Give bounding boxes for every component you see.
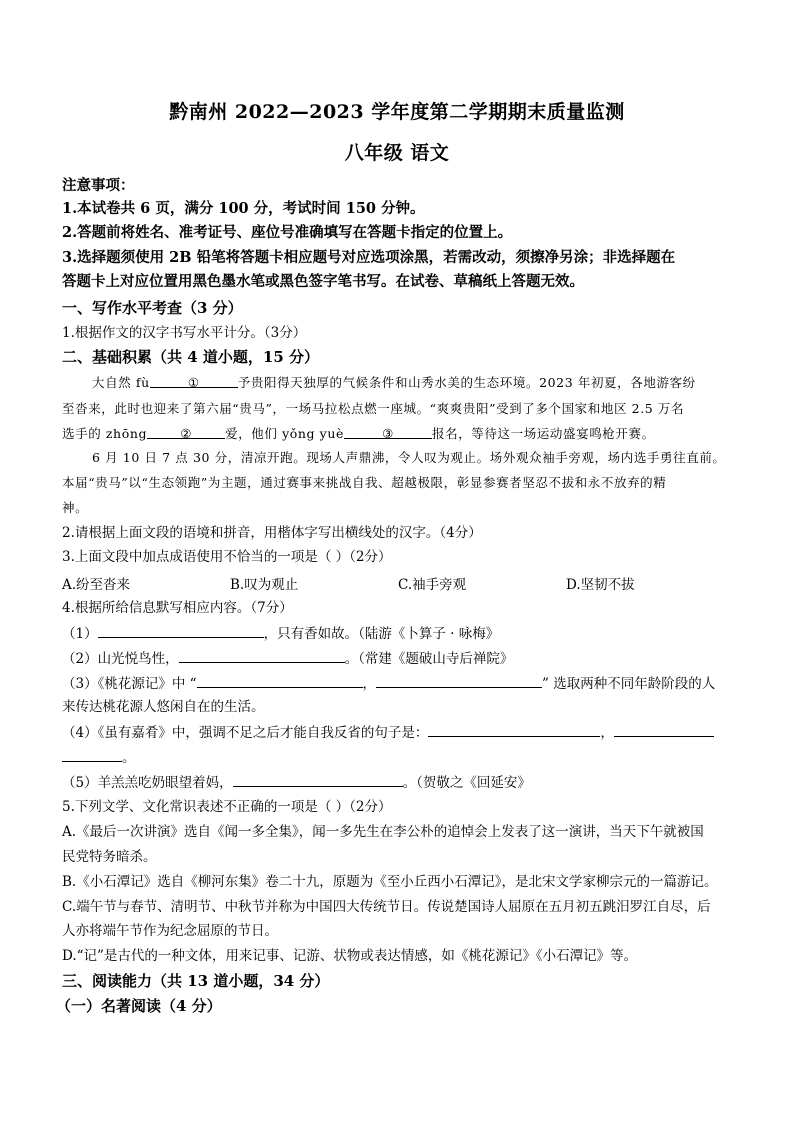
q4-4-blank-2 [614, 722, 714, 737]
q5-option-b: B.《小石潭记》选自《柳河东集》卷二十九，原题为《至小丘西小石潭记》，是北宋文学家柳宗元的一篇游记。 [62, 874, 718, 890]
q4-3-blank-1 [197, 673, 363, 688]
q4-4-blank-1 [428, 722, 600, 737]
q5-option-a-cont: 民党特务暗杀。 [62, 849, 157, 865]
passage-text: 予贵阳得天独厚的气候条件和山秀水美的生态环境。2023 年初夏，各地游客纷 [237, 375, 696, 390]
exam-subtitle: 八年级 语文 [344, 142, 450, 164]
q3-option-d: D.坚韧不拔 [566, 577, 635, 593]
q4-item-3 [62, 673, 715, 694]
notice-item-3-cont: 答题卡上对应位置用黑色墨水笔或黑色签字笔书写。在试卷、草稿纸上答题无效。 [62, 273, 584, 290]
q4-item-4-cont [62, 747, 136, 768]
q4-5-text: （5）羊羔羔吃奶眼望着妈， [62, 775, 233, 791]
passage-line-1 [92, 373, 696, 393]
q4-4-period: 。 [122, 750, 136, 766]
q3-option-c: C.袖手旁观 [398, 577, 467, 593]
question-3: 3.上面文段中加点成语使用不恰当的一项是（ ）（2分） [62, 549, 392, 565]
q4-3-comma: ， [362, 676, 377, 692]
q5-option-d: D.“记”是古代的一种文体，用来记事、记游、状物或表达情感，如《桃花源记》《小石潭记》等。 [62, 948, 638, 964]
section-1-heading: 一、写作水平考查（3 分） [62, 299, 243, 317]
q4-3-blank-2 [376, 673, 542, 688]
notice-item-1: 1.本试卷共 6 页，满分 100 分，考试时间 150 分钟。 [62, 200, 425, 217]
q4-4-blank-2-cont [62, 747, 122, 762]
passage-text: 选手的 zhōng [62, 426, 148, 441]
passage-line-3 [62, 424, 655, 444]
passage-p2-line-3: 神。 [62, 500, 89, 515]
q4-4-text: （4）《虽有嘉肴》中，强调不足之后才能自我反省的句子是： [62, 725, 429, 741]
q4-item-3-cont: 来传达桃花源人悠闲自在的生活。 [62, 699, 265, 715]
passage-text: 大自然 fù [92, 375, 150, 390]
exam-title: 黔南州 2022—2023 学年度第二学期期末质量监测 [169, 101, 625, 123]
q4-1-label: （1） [62, 626, 98, 642]
section-2-heading: 二、基础积累（共 4 道小题，15 分） [62, 348, 319, 366]
q5-option-c: C.端午节与春节、清明节、中秋节并称为中国四大传统节日。传说楚国诗人屈原在五月初五跳汨罗江自尽，后 [62, 899, 711, 915]
section-3-heading: 三、阅读能力（共 13 道小题，34 分） [62, 972, 330, 990]
passage-text: 报名，等待这一场运动盛宴鸣枪开赛。 [432, 426, 655, 441]
q4-1-text: ，只有香如故。（陆游《卜算子 · 咏梅》 [263, 626, 500, 642]
q4-3-text: （3）《桃花源记》中 “ [62, 676, 197, 692]
passage-text: 爱，他们 yǒng yuè [225, 426, 344, 441]
blank-2: ② [147, 424, 225, 439]
q4-5-source: 。（贺敬之《回延安》 [402, 775, 531, 791]
q4-2-blank [179, 648, 345, 663]
question-1: 1.根据作文的汉字书写水平计分。（3分） [62, 325, 307, 341]
q5-option-a: A.《最后一次讲演》选自《闻一多全集》，闻一多先生在李公朴的追悼会上发表了这一演讲，当天下午就被国 [62, 824, 704, 840]
notice-heading: 注意事项： [62, 177, 135, 194]
notice-item-2: 2.答题前将姓名、准考证号、座位号准确填写在答题卡指定的位置上。 [62, 224, 513, 241]
q3-option-a: A.纷至沓来 [62, 577, 131, 593]
question-2: 2.请根据上面文段的语境和拼音，用楷体字写出横线处的汉字。（4分） [62, 525, 482, 541]
q4-item-5 [62, 772, 531, 793]
q4-item-2 [62, 648, 513, 669]
q4-1-blank [98, 623, 264, 638]
passage-p2-line-2: 本届“贵马”以“生态领跑”为主题，通过赛事来挑战自我、超越极限，彰显参赛者坚忍不拔和永不放弃的精 [62, 475, 667, 490]
passage-line-2: 至沓来，此时也迎来了第六届“贵马”，一场马拉松点燃一座城。“爽爽贵阳”受到了多个国家和地区 2.5 万名 [62, 401, 685, 416]
section-3-sub-1: （一）名著阅读（4 分） [56, 997, 222, 1015]
q4-3-text-end: ” 选取两种不同年龄阶段的人 [542, 676, 716, 692]
q4-2-text: （2）山光悦鸟性， [62, 651, 179, 667]
question-4: 4.根据所给信息默写相应内容。（7分） [62, 600, 293, 616]
q5-option-c-cont: 人亦将端午节作为纪念屈原的节日。 [62, 923, 278, 939]
notice-item-3: 3.选择题须使用 2B 铅笔将答题卡相应题号对应选项涂黑，若需改动，须擦净另涂；非选择题在 [62, 249, 676, 266]
question-5: 5.下列文学、文化常识表述不正确的一项是（ ）（2分） [62, 799, 392, 815]
passage-p2-line-1: 6 月 10 日 7 点 30 分，清凉开跑。现场人声鼎沸，令人叹为观止。场外观众袖手旁观，场内选手勇往直前。 [92, 450, 726, 465]
blank-1: ① [150, 373, 238, 388]
q4-item-4 [62, 722, 714, 743]
blank-3: ③ [344, 424, 432, 439]
q4-item-1 [62, 623, 499, 644]
q4-5-blank [233, 772, 403, 787]
q4-2-source: 。（常建《题破山寺后禅院》 [344, 651, 514, 667]
q3-option-b: B.叹为观止 [230, 577, 299, 593]
q4-4-comma: ， [600, 725, 614, 741]
